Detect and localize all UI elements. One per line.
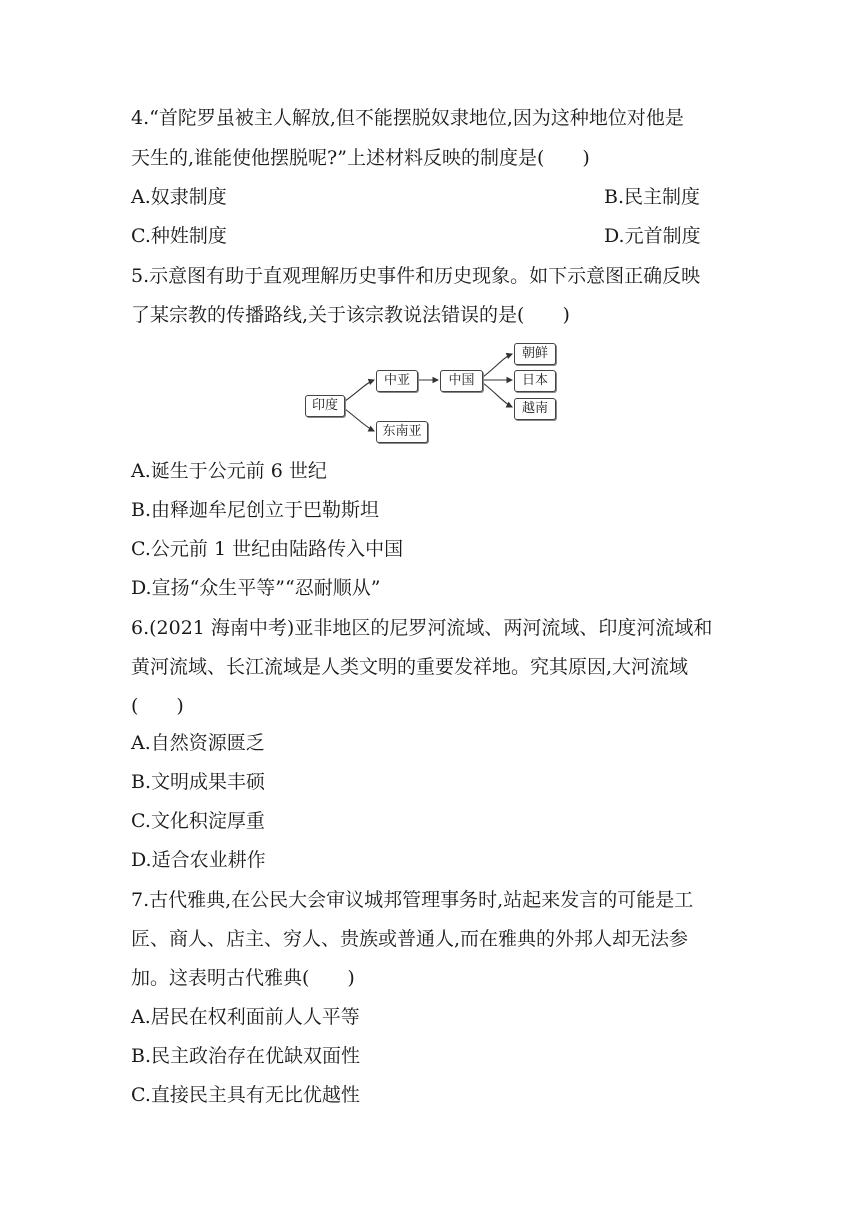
- arrow-china-vietnam: [483, 383, 512, 407]
- node-central-asia: 中亚: [376, 370, 418, 392]
- q5-stem-line-1: 5.示意图有助于直观理解历史事件和历史现象。如下示意图正确反映: [131, 265, 701, 287]
- node-korea: 朝鲜: [514, 343, 556, 365]
- q5-stem-line-2: 了某宗教的传播路线,关于该宗教说法错误的是( ): [131, 304, 570, 326]
- q6-stem-line-2: 黄河流域、长江流域是人类文明的重要发祥地。究其原因,大河流域: [131, 656, 689, 678]
- q7-option-a: A.居民在权利面前人人平等: [131, 1006, 360, 1028]
- q7-option-c: C.直接民主具有无比优越性: [131, 1084, 360, 1106]
- node-china: 中国: [440, 370, 483, 392]
- q6-option-b: B.文明成果丰硕: [131, 771, 266, 793]
- q4-option-d: D.元首制度: [604, 225, 701, 247]
- q5-option-c: C.公元前 1 世纪由陆路传入中国: [131, 538, 404, 560]
- q7-stem-line-1: 7.古代雅典,在公民大会审议城邦管理事务时,站起来发言的可能是工: [131, 889, 694, 911]
- q4-stem-line-2: 天生的,谁能使他摆脱呢?”上述材料反映的制度是( ): [131, 147, 590, 169]
- q4-option-b: B.民主制度: [604, 186, 701, 208]
- q7-stem-line-2: 匠、商人、店主、穷人、贵族或普通人,而在雅典的外邦人却无法参: [131, 928, 689, 950]
- q6-stem-line-1: 6.(2021 海南中考)亚非地区的尼罗河流域、两河流域、印度河流域和: [131, 617, 713, 639]
- q6-option-d: D.适合农业耕作: [131, 849, 266, 871]
- node-southeast-asia: 东南亚: [376, 421, 428, 443]
- religion-spread-diagram: [300, 337, 560, 449]
- q4-stem-line-1: 4.“首陀罗虽被主人解放,但不能摆脱奴隶地位,因为这种地位对他是: [131, 107, 684, 129]
- q6-option-c: C.文化积淀厚重: [131, 810, 265, 832]
- q5-option-b: B.由释迦牟尼创立于巴勒斯坦: [131, 499, 380, 521]
- q6-option-a: A.自然资源匮乏: [131, 732, 265, 754]
- q5-option-d: D.宣扬“众生平等”“忍耐顺从”: [131, 577, 381, 599]
- q5-option-a: A.诞生于公元前 6 世纪: [131, 460, 327, 482]
- q4-option-a: A.奴隶制度: [131, 186, 227, 208]
- node-india: 印度: [305, 395, 345, 417]
- q7-option-b: B.民主政治存在优缺双面性: [131, 1045, 361, 1067]
- q7-stem-line-3: 加。这表明古代雅典( ): [131, 967, 355, 989]
- node-japan: 日本: [514, 370, 556, 392]
- q6-stem-line-3: ( ): [131, 695, 184, 717]
- q4-option-c: C.种姓制度: [131, 225, 227, 247]
- node-vietnam: 越南: [514, 398, 556, 420]
- arrow-india-southeast-asia: [345, 409, 374, 431]
- arrow-india-central-asia: [345, 380, 374, 401]
- arrow-china-korea: [483, 354, 512, 377]
